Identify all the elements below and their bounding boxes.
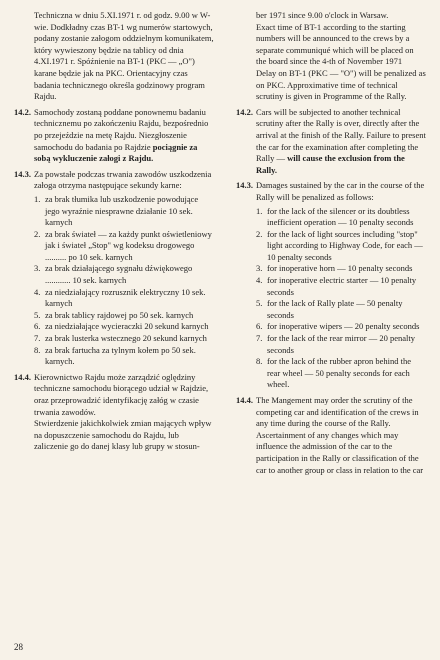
section-text: Samochody zostaną poddane ponownemu badaniu technicznemu po zakończeniu Rajdu, bezpośrednio po przejeździe na metę Rajdu. Niezgłoszenie samochodu do badania po Rajdzie — [34, 106, 209, 152]
section-14-3 — [14, 169, 214, 368]
section-number: 14.2. — [14, 106, 31, 117]
list-item: 7. za brak lusterka wstecznego 20 sekund karnych — [34, 333, 207, 344]
intro-paragraph: ber 1971 since 9.00 o'clock in Warsaw. — [256, 10, 389, 20]
list-item: 1. for the lack of the silencer or its doubtless inefficient operation — 10 penalty seconds — [256, 205, 414, 228]
section-text: Cars will be subjected to another technical scrutiny after the Rally is over, directly after the arrival at the finish of the Rally. Failure to present the car for the examination after completing the Rally — — [256, 106, 426, 164]
intro-paragraph-2: Exact time of BT-1 according to the starting numbers will be announced to the crews by a separate communiqué which will be placed on the board since the 4-th of November 1971 — [256, 21, 414, 67]
section-14-4 — [236, 395, 426, 476]
penalty-list — [34, 194, 214, 368]
section-number: 14.2. — [236, 106, 253, 117]
section-number: 14.4. — [14, 371, 31, 382]
section-14-3 — [236, 180, 426, 391]
section-text: The Mangement may order the scrutiny of the competing car and identification of the crews in any time during the course of the Rally. — [256, 395, 419, 429]
list-item: 3. za brak działającego sygnału dźwiękowego ............ 10 sek. karnych — [34, 263, 193, 286]
section-text-continued: Stwierdzenie jakichkolwiek zmian mających wpływ na dopuszczenie samochodu do Rajdu, lub zaliczenie go do danej klasy lub grupy w stosun- — [34, 418, 212, 452]
intro-paragraph: Techniczna w dniu 5.XI.1971 r. od godz. 9.00 w W-wie. Dodkładny czas BT-1 wg numerów startowych, podany zostanie załogom oddzielnym komunikatem, który wywieszony będzie na tablicy od dnia 4.XI.1971 r. Spóźnienie na BT-1 (PKC — „O") karane będzie jak na PKC. Orientacyjny czas badania technicznego określa godzinowy program Rajdu. — [34, 10, 214, 102]
section-number: 14.3. — [236, 180, 253, 191]
english-column — [236, 10, 426, 476]
list-item: 3. for inoperative horn — 10 penalty seconds — [256, 263, 413, 274]
list-item: 6. za niedziałające wycieraczki 20 sekund karnych — [34, 321, 209, 332]
section-14-2 — [14, 107, 214, 165]
list-item: 5. for the lack of Rally plate — 50 penalty seconds — [256, 298, 403, 320]
list-item: 1. za brak tłumika lub uszkodzenie powodujące jego wyraźnie niesprawne działanie 10 sek. karnych — [34, 193, 199, 228]
section-text: Za powstałe podczas trwania zawodów uszkodzenia załoga otrzyma następujące sekundy karne: — [34, 168, 212, 191]
list-item: 5. za brak tablicy rajdowej po 50 sek. karnych — [34, 309, 194, 320]
list-item: 2. za brak świateł — za każdy punkt oświetleniowy jak i świateł „Stop" wg kodeksu drogowego .......... po 10 sek. karnych — [34, 228, 212, 262]
list-item: 8. for the lack of the rubber apron behind the rear wheel — 50 penalty seconds for each wheel. — [256, 356, 411, 390]
section-text-continued: Ascertainment of any changes which may influence the admission of the car to the participation in the Rally or classification of the car to another group or class in relation to the car — [256, 429, 424, 475]
intro-paragraph-3: Delay on BT-1 (PKC — "O") will be penalized as on PKC. Approximative time of technical scrutiny is given in Programme of the Rally. — [256, 67, 426, 102]
polish-column — [14, 10, 214, 453]
list-item: 4. for inoperative electric starter — 10 penalty seconds — [256, 275, 417, 297]
list-item: 6. for inoperative wipers — 20 penalty seconds — [256, 321, 420, 332]
section-number: 14.3. — [14, 168, 31, 179]
list-item: 4. za niedziałający rozrusznik elektryczny 10 sek. karnych — [34, 286, 206, 309]
section-14-2 — [236, 107, 426, 177]
list-item: 8. za brak fartucha za tylnym kołem po 50 sek. karnych. — [34, 344, 196, 367]
section-bold-text: will cause the exclusion from the Rally. — [256, 153, 405, 175]
section-14-4 — [14, 372, 214, 453]
section-bold-text: pociągnie za sobą wykluczenie załogi z Rajdu. — [34, 141, 198, 164]
section-number: 14.4. — [236, 395, 253, 405]
page-number: 28 — [14, 642, 23, 652]
penalty-list — [256, 206, 426, 392]
section-text: Damages sustained by the car in the course of the Rally will be penalized as follows: — [256, 180, 425, 202]
list-item: 2. for the lack of light sources including "stop" light according to Highway Code, for each — 10 penalty seconds — [256, 228, 423, 262]
list-item: 7. for the lack of the rear mirror — 20 penalty seconds — [256, 333, 415, 355]
section-text: Kierownictwo Rajdu może zarządzić oględziny techniczne samochodu biorącego udział w Rajdzie, oraz przeprowadzić identyfikację załóg w czasie trwania zawodów. — [34, 371, 209, 417]
